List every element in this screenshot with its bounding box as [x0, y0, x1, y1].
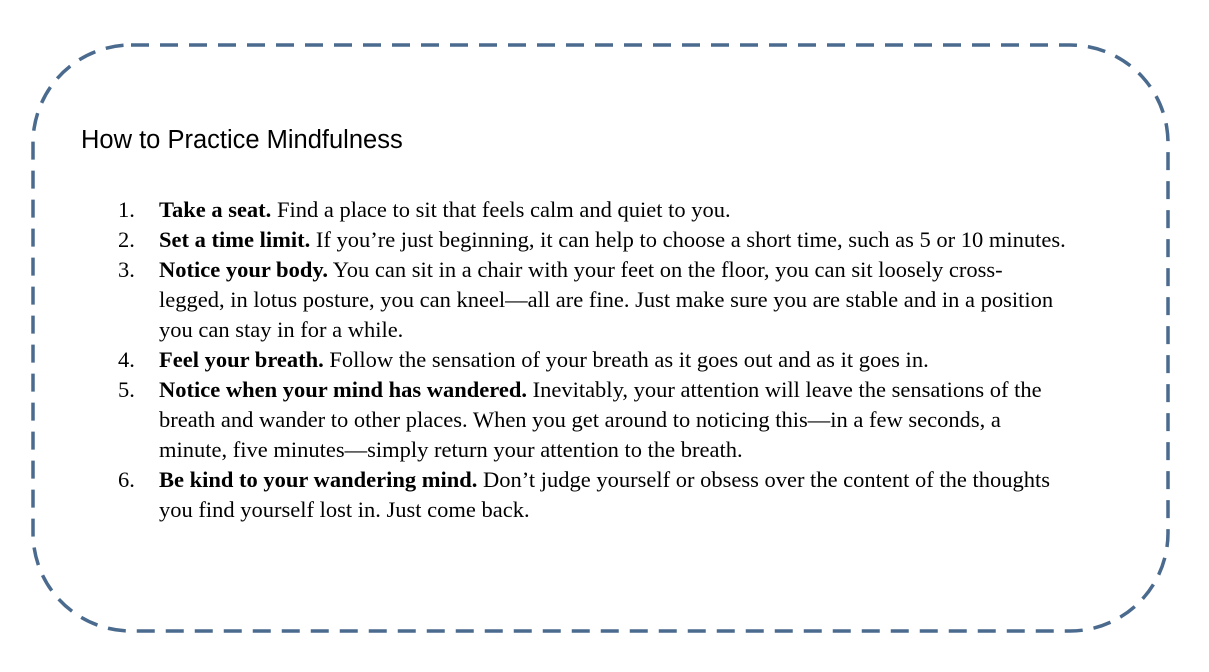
step-heading: Set a time limit. [159, 227, 311, 252]
step-text: Follow the sensation of your breath as it goes out and as it goes in. [329, 347, 929, 372]
step-text: Don’t judge yourself or obsess over the content of the thoughts you find yourself lost in. Just come back. [159, 467, 1051, 522]
step-heading: Feel your breath. [159, 347, 324, 372]
list-item [118, 255, 1068, 345]
step-heading: Notice your body. [159, 257, 328, 282]
step-text: If you’re just beginning, it can help to choose a short time, such as 5 or 10 minutes. [315, 227, 1066, 252]
step-number: 6. [118, 467, 135, 492]
step-heading: Be kind to your wandering mind. [159, 467, 478, 492]
step-number: 3. [118, 257, 135, 282]
list-item [118, 345, 1068, 375]
step-number: 4. [118, 347, 135, 372]
list-item [118, 225, 1068, 255]
list-item [118, 195, 1068, 225]
steps-list [118, 195, 1068, 525]
step-heading: Notice when your mind has wandered. [159, 377, 527, 402]
step-heading: Take a seat. [159, 197, 272, 222]
page-title: How to Practice Mindfulness [81, 126, 403, 154]
list-item [118, 375, 1068, 465]
list-item [118, 465, 1068, 525]
step-text: Inevitably, your attention will leave the sensations of the breath and wander to other places. When you get around to noticing this—in a few seconds, a minute, five minutes—simply return your attention to the breath. [159, 377, 1042, 462]
step-number: 2. [118, 227, 135, 252]
step-text: Find a place to sit that feels calm and quiet to you. [276, 197, 731, 222]
step-number: 1. [118, 197, 135, 222]
step-text: You can sit in a chair with your feet on the floor, you can sit loosely cross-legged, in lotus posture, you can kneel—all are fine. Just make sure you are stable and in a position you can stay in for a while. [159, 257, 1054, 342]
step-number: 5. [118, 377, 135, 402]
